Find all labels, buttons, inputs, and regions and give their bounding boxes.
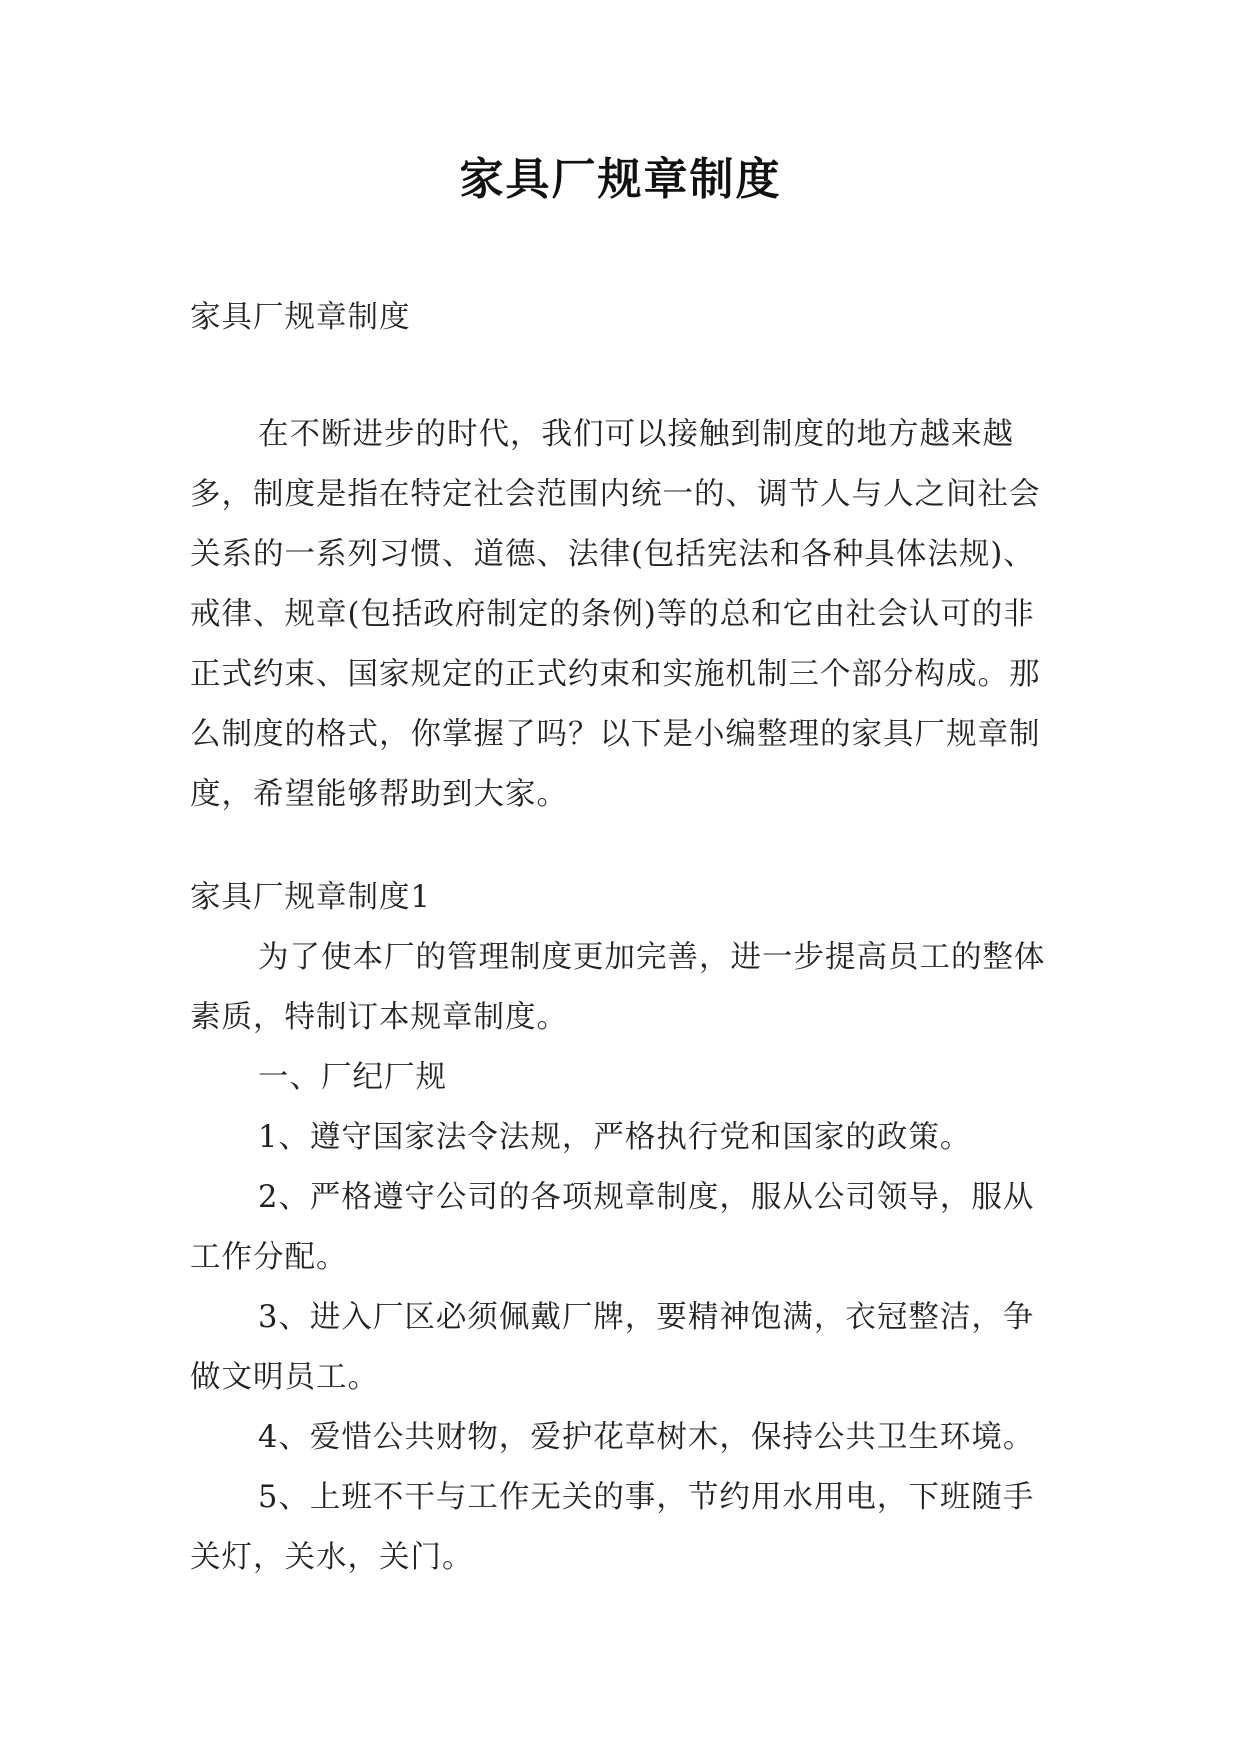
document-subtitle [190,288,1060,348]
rule-item: 5、上班不干与工作无关的事，节约用水用电，下班随手关灯，关水，关门。 [190,1480,1035,1575]
rules-section [190,868,1060,1588]
rule-item: 1、遵守国家法令法规，严格执行党和国家的政策。 [258,1120,972,1155]
section-intro: 为了使本厂的管理制度更加完善，进一步提高员工的整体素质，特制订本规章制度。 [190,940,1046,1035]
document-title: 家具厂规章制度 [459,154,782,205]
intro-paragraph: 在不断进步的时代，我们可以接触到制度的地方越来越多，制度是指在特定社会范围内统一的、调节人与人之间社会关系的一系列习惯、道德、法律(包括宪法和各种具体法规)、戒律、规章(包括政府制定的条例)等的总和它由社会认可的非正式约束、国家规定的正式约束和实施机制三个部分构成。那么制度的格式，你掌握了吗？以下是小编整理的家具厂规章制度，希望能够帮助到大家。 [190,417,1041,812]
section-heading: 家具厂规章制度1 [190,880,431,915]
part-heading: 一、厂纪厂规 [258,1060,447,1095]
subtitle-text: 家具厂规章制度 [190,300,411,335]
rule-item: 2、严格遵守公司的各项规章制度，服从公司领导，服从工作分配。 [190,1180,1035,1275]
rule-item: 4、爱惜公共财物，爱护花草树木，保持公共卫生环境。 [258,1420,1035,1455]
rule-item: 3、进入厂区必须佩戴厂牌，要精神饱满，衣冠整洁，争做文明员工。 [190,1300,1035,1395]
intro-section [190,405,1060,825]
